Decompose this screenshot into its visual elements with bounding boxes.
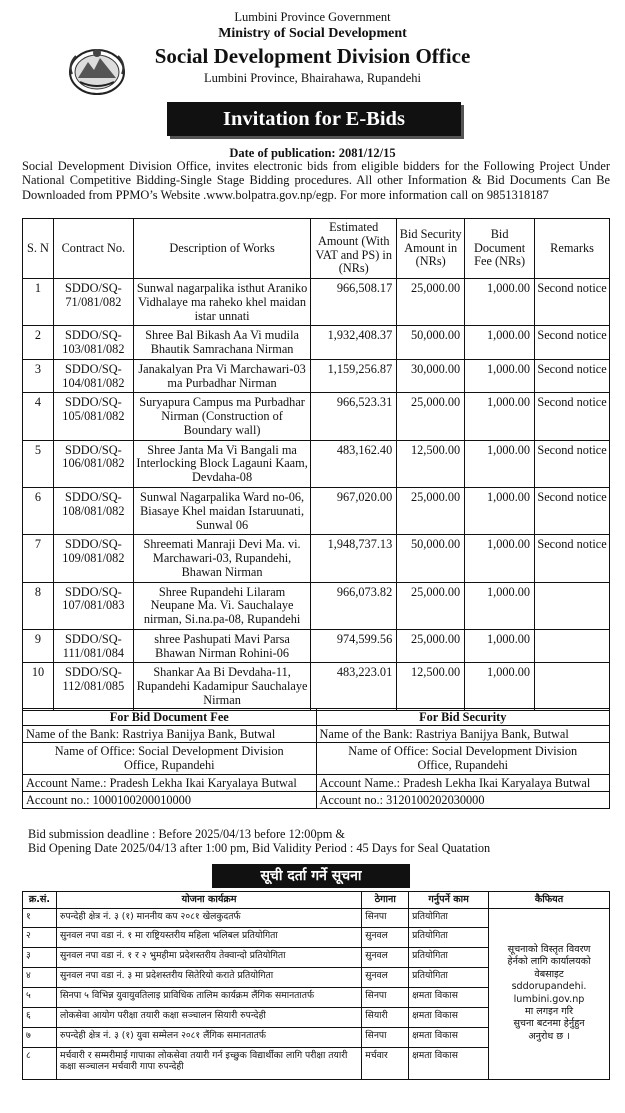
listing-sn: ७ bbox=[23, 1027, 57, 1047]
bid-contract-no: SDDO/SQ-109/081/082 bbox=[53, 535, 133, 582]
bid-sn: 1 bbox=[23, 279, 54, 326]
bid-security-amount: 12,500.00 bbox=[397, 663, 465, 710]
bid-document-fee: 1,000.00 bbox=[465, 326, 535, 360]
bid-security-amount: 25,000.00 bbox=[397, 582, 465, 629]
bid-estimated-amount: 967,020.00 bbox=[311, 488, 397, 535]
listing-table bbox=[22, 891, 610, 1080]
bid-estimated-amount: 966,073.82 bbox=[311, 582, 397, 629]
notice-title: Invitation for E-Bids bbox=[167, 102, 461, 136]
listing-remarks bbox=[489, 908, 610, 1079]
listing-work: क्षमता विकास bbox=[409, 987, 489, 1007]
listing-remarks-line: lumbini.gov.np bbox=[513, 993, 585, 1005]
bid-row bbox=[23, 629, 610, 663]
bid-row bbox=[23, 535, 610, 582]
col-header-security: Bid Security Amount in (NRs) bbox=[397, 219, 465, 279]
fee-office-name: Name of Office: Social Development Division Office, Rupandehi bbox=[23, 743, 317, 774]
listing-remarks-line: अनुरोध छ । bbox=[528, 1030, 570, 1042]
bid-row bbox=[23, 359, 610, 393]
account-table bbox=[22, 708, 610, 809]
bid-deadline bbox=[28, 827, 613, 855]
bid-row bbox=[23, 663, 610, 710]
bid-contract-no: SDDO/SQ-107/081/083 bbox=[53, 582, 133, 629]
bid-remarks bbox=[535, 663, 610, 710]
opening-date: Bid Opening Date 2025/04/13 after 1:00 pm, Bid Validity Period : 45 Days for Seal Quatation bbox=[28, 841, 491, 856]
listing-program: रुपन्देही क्षेत्र नं. ३ (१) युवा सम्मेलन २०८१ लैंगिक समानतातर्फ bbox=[56, 1027, 361, 1047]
bid-description: shree Pashupati Mavi Parsa Bhawan Nirman Rohini-06 bbox=[133, 629, 310, 663]
fee-account-head: For Bid Document Fee bbox=[23, 709, 317, 726]
bid-table bbox=[22, 218, 610, 711]
bid-contract-no: SDDO/SQ-103/081/082 bbox=[53, 326, 133, 360]
nep-col-program: योजना कार्यक्रम bbox=[56, 892, 361, 909]
listing-sn: २ bbox=[23, 927, 57, 947]
listing-sn: ६ bbox=[23, 1007, 57, 1027]
office-name: Social Development Division Office bbox=[154, 44, 471, 69]
bid-contract-no: SDDO/SQ-106/081/082 bbox=[53, 440, 133, 487]
bid-remarks: Second notice bbox=[535, 488, 610, 535]
bid-security-amount: 25,000.00 bbox=[397, 393, 465, 440]
listing-place: मर्चवार bbox=[362, 1047, 409, 1079]
security-account-number: Account no.: 3120100202030000 bbox=[316, 791, 610, 808]
listing-remarks-line: वेबसाइट bbox=[534, 968, 564, 980]
bid-remarks: Second notice bbox=[535, 393, 610, 440]
listing-program: सुनवल नपा वडा नं. १ र २ भुमहीमा प्रदेशस्तरीय तेक्वान्दो प्रतियोगिता bbox=[56, 947, 361, 967]
bid-description: Sunwal Nagarpalika Ward no-06, Biasaye Khel maidan Istaruunati, Sunwal 06 bbox=[133, 488, 310, 535]
bid-document-fee: 1,000.00 bbox=[465, 279, 535, 326]
bid-description: Shree Janta Ma Vi Bangali ma Interlocking Block Lagauni Kaam, Devdaha-08 bbox=[133, 440, 310, 487]
col-header-estimated: Estimated Amount (With VAT and PS) in (NRs) bbox=[311, 219, 397, 279]
bid-security-amount: 25,000.00 bbox=[397, 279, 465, 326]
bid-description: Shreemati Manraji Devi Ma. vi. Marchawari-03, Rupandehi, Bhawan Nirman bbox=[133, 535, 310, 582]
col-header-contract: Contract No. bbox=[53, 219, 133, 279]
bid-sn: 7 bbox=[23, 535, 54, 582]
bid-estimated-amount: 966,508.17 bbox=[311, 279, 397, 326]
bid-contract-no: SDDO/SQ-112/081/085 bbox=[53, 663, 133, 710]
listing-work: प्रतियोगिता bbox=[409, 967, 489, 987]
bid-security-amount: 25,000.00 bbox=[397, 629, 465, 663]
bid-row bbox=[23, 279, 610, 326]
listing-sn: ४ bbox=[23, 967, 57, 987]
office-address: Lumbini Province, Bhairahawa, Rupandehi bbox=[204, 71, 421, 86]
listing-work: क्षमता विकास bbox=[409, 1047, 489, 1079]
bid-remarks: Second notice bbox=[535, 535, 610, 582]
listing-place: सियारी bbox=[362, 1007, 409, 1027]
listing-place: सिनपा bbox=[362, 908, 409, 927]
bid-estimated-amount: 1,948,737.13 bbox=[311, 535, 397, 582]
bid-sn: 9 bbox=[23, 629, 54, 663]
bid-description: Sunwal nagarpalika isthut Araniko Vidhalaye ma raheko khel maidan istar unnati bbox=[133, 279, 310, 326]
listing-program: मर्चवारी र सम्मरीमाई गापाका लोकसेवा तयारी गर्न इच्छुक विद्यार्थीका लागि परीक्षा तयारी कक्षा सञ्चालन मर्चवारी गापा रुपन्देही bbox=[56, 1047, 361, 1079]
listing-place: सिनपा bbox=[362, 987, 409, 1007]
bid-document-fee: 1,000.00 bbox=[465, 582, 535, 629]
bid-document-fee: 1,000.00 bbox=[465, 393, 535, 440]
bid-contract-no: SDDO/SQ-104/081/082 bbox=[53, 359, 133, 393]
bid-document-fee: 1,000.00 bbox=[465, 359, 535, 393]
listing-work: प्रतियोगिता bbox=[409, 908, 489, 927]
bid-sn: 10 bbox=[23, 663, 54, 710]
bid-remarks: Second notice bbox=[535, 279, 610, 326]
bid-description: Janakalyan Pra Vi Marchawari-03 ma Purbadhar Nirman bbox=[133, 359, 310, 393]
bid-security-amount: 50,000.00 bbox=[397, 326, 465, 360]
bid-description: Suryapura Campus ma Purbadhar Nirman (Construction of Boundary wall) bbox=[133, 393, 310, 440]
intro-paragraph: Social Development Division Office, invites electronic bids from eligible bidders for the Following Project Under National Competitive Bidding-Single Stage Bidding procedures. All other Information & Bid Documents Can Be Downloaded from PPMO’s Website .www.bolpatra.gov.np/egp. For more information call on 9851318187 bbox=[22, 159, 610, 202]
province-government: Lumbini Province Government bbox=[234, 10, 391, 24]
nep-col-remarks: कैफियत bbox=[489, 892, 610, 909]
listing-work: प्रतियोगिता bbox=[409, 927, 489, 947]
security-office-name: Name of Office: Social Development Division Office, Rupandehi bbox=[316, 743, 610, 774]
listing-program: लोकसेवा आयोग परीक्षा तयारी कक्षा सञ्चालन सियारी रुपन्देही bbox=[56, 1007, 361, 1027]
listing-place: सुनवल bbox=[362, 927, 409, 947]
bid-estimated-amount: 483,162.40 bbox=[311, 440, 397, 487]
listing-work: क्षमता विकास bbox=[409, 1027, 489, 1047]
bid-document-fee: 1,000.00 bbox=[465, 629, 535, 663]
bid-estimated-amount: 974,599.56 bbox=[311, 629, 397, 663]
fee-account-number: Account no.: 1000100200010000 bbox=[23, 791, 317, 808]
listing-work: क्षमता विकास bbox=[409, 1007, 489, 1027]
nep-col-work: गर्नुपर्ने काम bbox=[409, 892, 489, 909]
bid-sn: 6 bbox=[23, 488, 54, 535]
bid-description: Shree Bal Bikash Aa Vi mudila Bhautik Samrachana Nirman bbox=[133, 326, 310, 360]
listing-place: सिनपा bbox=[362, 1027, 409, 1047]
bid-document-fee: 1,000.00 bbox=[465, 488, 535, 535]
bid-contract-no: SDDO/SQ-105/081/082 bbox=[53, 393, 133, 440]
nep-col-place: ठेगाना bbox=[362, 892, 409, 909]
listing-sn: ५ bbox=[23, 987, 57, 1007]
bid-row bbox=[23, 488, 610, 535]
nepal-emblem-icon bbox=[66, 44, 128, 96]
bid-remarks: Second notice bbox=[535, 440, 610, 487]
bid-estimated-amount: 1,159,256.87 bbox=[311, 359, 397, 393]
listing-notice-title: सूची दर्ता गर्ने सूचना bbox=[212, 864, 410, 888]
bid-estimated-amount: 483,223.01 bbox=[311, 663, 397, 710]
bid-security-amount: 25,000.00 bbox=[397, 488, 465, 535]
listing-program: सिनपा ५ विभिन्न युवायुवतिलाइ प्राविधिक तालिम कार्यक्रम लैंगिक समानतातर्फ bbox=[56, 987, 361, 1007]
listing-row bbox=[23, 908, 610, 927]
col-header-sn: S. N bbox=[23, 219, 54, 279]
bid-security-amount: 50,000.00 bbox=[397, 535, 465, 582]
listing-sn: ८ bbox=[23, 1047, 57, 1079]
bid-document-fee: 1,000.00 bbox=[465, 535, 535, 582]
security-account-name: Account Name.: Pradesh Lekha Ikai Karyalaya Butwal bbox=[316, 774, 610, 791]
bid-row bbox=[23, 582, 610, 629]
bid-security-amount: 30,000.00 bbox=[397, 359, 465, 393]
col-header-description: Description of Works bbox=[133, 219, 310, 279]
listing-program: सुनवल नपा वडा नं. १ मा राष्ट्रियस्तरीय महिला भलिबल प्रतियोगिता bbox=[56, 927, 361, 947]
listing-remarks-line: sddorupandehi. bbox=[511, 981, 587, 993]
bid-row bbox=[23, 393, 610, 440]
bid-sn: 2 bbox=[23, 326, 54, 360]
bid-document-fee: 1,000.00 bbox=[465, 663, 535, 710]
security-account-head: For Bid Security bbox=[316, 709, 610, 726]
bid-sn: 4 bbox=[23, 393, 54, 440]
listing-remarks-line: हेर्नको लागि कार्यालयको bbox=[507, 956, 591, 968]
listing-sn: ३ bbox=[23, 947, 57, 967]
bid-contract-no: SDDO/SQ-108/081/082 bbox=[53, 488, 133, 535]
bid-remarks bbox=[535, 629, 610, 663]
listing-remarks-line: सूचनाको विस्तृत विवरण bbox=[507, 943, 591, 955]
bid-security-amount: 12,500.00 bbox=[397, 440, 465, 487]
bid-remarks: Second notice bbox=[535, 326, 610, 360]
listing-place: सुनवल bbox=[362, 947, 409, 967]
bid-description: Shankar Aa Bi Devdaha-11, Rupandehi Kadamipur Sauchalaye Nirman bbox=[133, 663, 310, 710]
col-header-remarks: Remarks bbox=[535, 219, 610, 279]
security-bank-name: Name of the Bank: Rastriya Banijya Bank, Butwal bbox=[316, 726, 610, 743]
bid-contract-no: SDDO/SQ-71/081/082 bbox=[53, 279, 133, 326]
fee-account-name: Account Name.: Pradesh Lekha Ikai Karyalaya Butwal bbox=[23, 774, 317, 791]
bid-row bbox=[23, 440, 610, 487]
bid-row bbox=[23, 326, 610, 360]
bid-sn: 5 bbox=[23, 440, 54, 487]
listing-program: रुपन्देही क्षेत्र नं. ३ (१) माननीय कप २०८१ खेलकुदतर्फ bbox=[56, 908, 361, 927]
nep-col-sn: क्र.सं. bbox=[23, 892, 57, 909]
ministry-name: Ministry of Social Development bbox=[218, 25, 407, 41]
listing-sn: १ bbox=[23, 908, 57, 927]
submission-deadline: Bid submission deadline : Before 2025/04/13 before 12:00pm & bbox=[28, 827, 345, 841]
listing-remarks-line: सुचना बटनमा हेर्नुहुन bbox=[513, 1018, 585, 1030]
listing-program: सुनवल नपा वडा नं. ३ मा प्रदेशस्तरीय सितेरियो कराते प्रतियोगिता bbox=[56, 967, 361, 987]
bid-description: Shree Rupandehi Lilaram Neupane Ma. Vi. Sauchalaye nirman, Si.na.pa-08, Rupandehi bbox=[133, 582, 310, 629]
bid-estimated-amount: 1,932,408.37 bbox=[311, 326, 397, 360]
listing-work: प्रतियोगिता bbox=[409, 947, 489, 967]
listing-remarks-line: मा लगइन गरि bbox=[524, 1005, 574, 1017]
bid-remarks bbox=[535, 582, 610, 629]
bid-document-fee: 1,000.00 bbox=[465, 440, 535, 487]
bid-contract-no: SDDO/SQ-111/081/084 bbox=[53, 629, 133, 663]
bid-sn: 8 bbox=[23, 582, 54, 629]
bid-remarks: Second notice bbox=[535, 359, 610, 393]
publication-date: Date of publication: 2081/12/15 bbox=[229, 146, 396, 160]
col-header-doc-fee: Bid Document Fee (NRs) bbox=[465, 219, 535, 279]
fee-bank-name: Name of the Bank: Rastriya Banijya Bank, Butwal bbox=[23, 726, 317, 743]
bid-sn: 3 bbox=[23, 359, 54, 393]
listing-place: सुनवल bbox=[362, 967, 409, 987]
bid-estimated-amount: 966,523.31 bbox=[311, 393, 397, 440]
